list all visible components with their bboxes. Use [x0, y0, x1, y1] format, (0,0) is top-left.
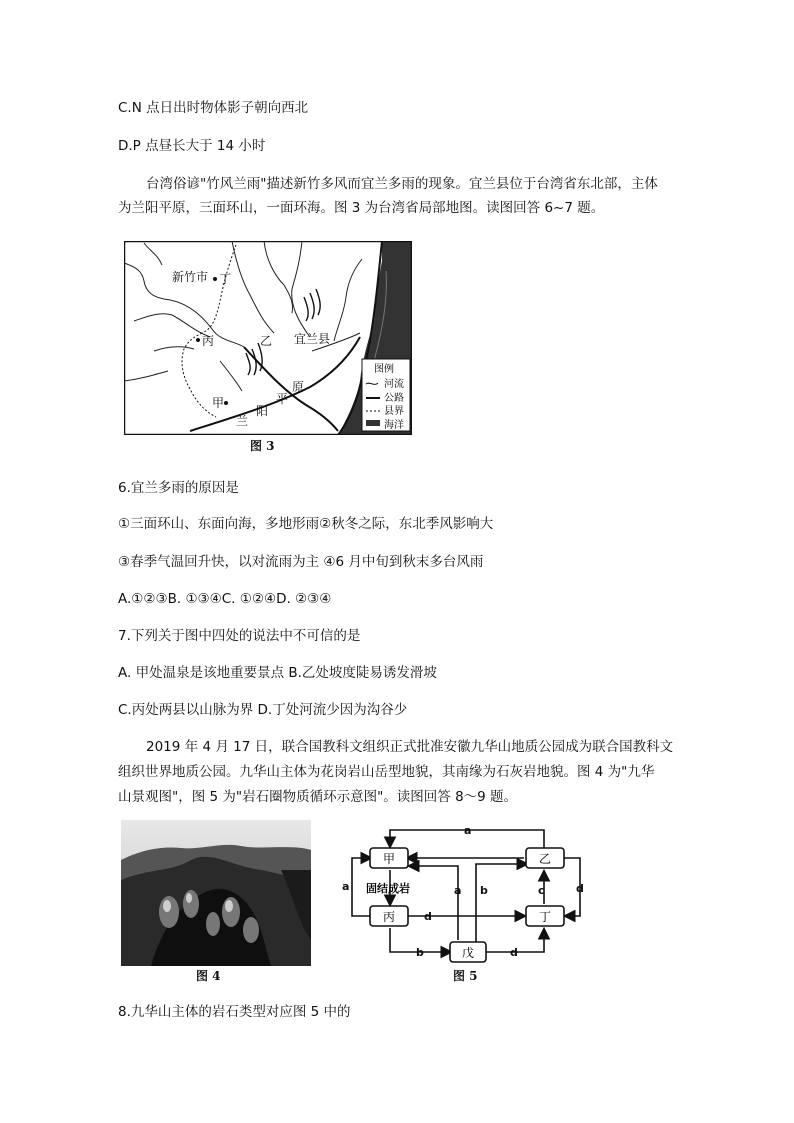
label-bing: 丙: [202, 334, 215, 348]
node-bing: [370, 906, 408, 926]
label-yuan: 原: [292, 380, 305, 394]
arrow-label-b-bottom: b: [416, 946, 424, 959]
passage2-line2: 组织世界地质公园。九华山主体为花岗岩山岳型地貌，其南缘为石灰岩地貌。图 4 为"九华: [118, 764, 655, 780]
label-yi: 乙: [260, 334, 273, 348]
node-yi-label: 乙: [538, 852, 552, 866]
legend-border: 县界: [384, 406, 404, 417]
figure-3-caption: 图 3: [250, 439, 275, 453]
label-lan: 兰: [236, 414, 249, 428]
node-jia-label: 甲: [382, 852, 396, 866]
label-xinzhu: 新竹市: [172, 270, 209, 284]
question-7-options-cd: C.丙处两县以山脉为界 D.丁处河流少因为沟谷少: [118, 702, 408, 718]
figure-3-map: [124, 241, 412, 435]
arrow-label-b-mid: b: [480, 884, 488, 897]
label-jia: 甲: [212, 396, 225, 410]
map-legend: [362, 359, 410, 431]
option-c: C.N 点日出时物体影子朝向西北: [118, 100, 309, 116]
question-7-options-ab: A. 甲处温泉是该地重要景点 B.乙处坡度陡易诱发滑坡: [118, 665, 437, 681]
question-6-options: A.①②③B. ①③④C. ①②④D. ②③④: [118, 591, 332, 607]
node-wu-label: 戊: [461, 946, 475, 960]
figure-4-caption: 图 4: [196, 969, 221, 983]
arrow-label-a-left: a: [342, 880, 350, 893]
solidify-label: 固结成岩: [366, 882, 410, 895]
arrow-label-c: c: [538, 884, 545, 897]
arrow-label-d-mid: d: [424, 910, 432, 923]
arrow-label-d-right: d: [576, 882, 584, 895]
node-wu: [450, 942, 486, 962]
question-7: 7.下列关于图中四处的说法中不可信的是: [118, 628, 361, 644]
label-ping: 平: [276, 392, 289, 406]
node-ding: [526, 906, 564, 926]
legend-title: 图例: [374, 364, 394, 375]
passage1-line1: 台湾俗谚"竹风兰雨"描述新竹多风而宜兰多雨的现象。宜兰县位于台湾省东北部，主体: [146, 176, 658, 192]
question-8: 8.九华山主体的岩石类型对应图 5 中的: [118, 1004, 351, 1020]
arrow-label-a-top: a: [464, 824, 472, 837]
legend-road: 公路: [384, 393, 404, 404]
question-6-statements-1: ①三面环山、东面向海，多地形雨②秋冬之际，东北季风影响大: [118, 516, 494, 532]
passage2-line3: 山景观图"，图 5 为"岩石圈物质循环示意图"。读图回答 8～9 题。: [118, 789, 518, 805]
figure-5-rock-cycle: [330, 820, 592, 970]
legend-river: 河流: [384, 379, 404, 390]
label-ding: 丁: [219, 272, 232, 286]
legend-ocean: 海洋: [384, 420, 404, 431]
arrow-label-d-bottom: d: [510, 946, 518, 959]
node-ding-label: 丁: [538, 910, 552, 924]
node-jia: [370, 848, 408, 868]
figure-5-caption: 图 5: [453, 969, 478, 983]
label-yilan: 宜兰县: [294, 332, 331, 346]
passage2-line1: 2019 年 4 月 17 日，联合国教科文组织正式批准安徽九华山地质公园成为联合国教科文: [146, 739, 674, 755]
label-yang: 阳: [256, 404, 269, 418]
option-d: D.P 点昼长大于 14 小时: [118, 138, 266, 154]
figure-4-photo: [121, 820, 311, 966]
passage1-line2: 为兰阳平原，三面环山，一面环海。图 3 为台湾省局部地图。读图回答 6~7 题。: [118, 200, 605, 216]
question-6: 6.宜兰多雨的原因是: [118, 480, 239, 496]
node-bing-label: 丙: [382, 910, 396, 924]
question-6-statements-2: ③春季气温回升快，以对流雨为主 ④6 月中旬到秋末多台风雨: [118, 554, 484, 570]
arrow-label-a-mid: a: [454, 884, 462, 897]
node-yi: [526, 848, 564, 868]
